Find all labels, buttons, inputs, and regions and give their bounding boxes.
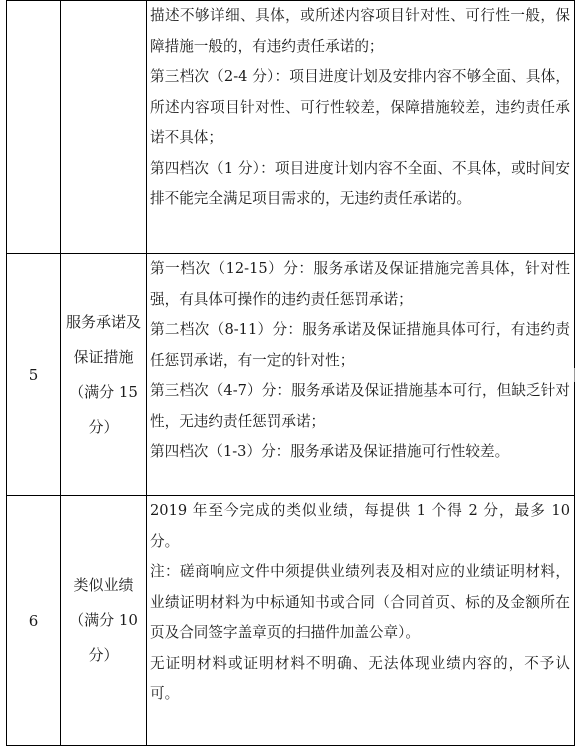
table-row: [7, 496, 575, 746]
criteria-line: 第四档次（1-3）分：服务承诺及保证措施可行性较差。: [150, 443, 510, 460]
criteria-cell: [147, 254, 575, 496]
page-edge-mark: [574, 368, 575, 382]
criteria-line: 第二档次（8-11）分：服务承诺及保证措施具体可行，有违约责任惩罚承诺，有一定的针对性；: [150, 321, 570, 369]
criteria-line: 2019 年至今完成的类似业绩，每提供 1 个得 2 分，最多 10 分。: [150, 502, 570, 550]
item-name-cell: 类似业绩（满分 10 分）: [61, 496, 147, 746]
row-number-cell: [7, 1, 61, 254]
criteria-cell: [147, 1, 575, 254]
row-number-cell: 6: [7, 496, 61, 746]
table-row: [7, 1, 575, 254]
criteria-line: 注：磋商响应文件中须提供业绩列表及相对应的业绩证明材料，业绩证明材料为中标通知书或合同（合同首页、标的及金额所在页及合同签字盖章页的扫描件加盖公章）。: [150, 563, 570, 641]
item-name-cell: [61, 1, 147, 254]
scoring-table: [6, 0, 575, 746]
criteria-line: 描述不够详细、具体，或所述内容项目针对性、可行性一般，保障措施一般的，有违约责任承诺的；: [150, 7, 570, 55]
item-name-cell: 服务承诺及保证措施（满分 15 分）: [61, 254, 147, 496]
table-row: [7, 254, 575, 496]
criteria-line: 第三档次（4-7）分：服务承诺及保证措施基本可行，但缺乏针对性，无违约责任惩罚承诺；: [150, 382, 570, 430]
criteria-cell: [147, 496, 575, 746]
criteria-line: 第三档次（2-4 分）：项目进度计划及安排内容不够全面、具体，所述内容项目针对性、可行性较差，保障措施较差，违约责任承诺不具体；: [150, 68, 570, 146]
criteria-line: 第一档次（12-15）分：服务承诺及保证措施完善具体，针对性强，有具体可操作的违约责任惩罚承诺；: [150, 260, 570, 308]
criteria-line: 无证明材料或证明材料不明确、无法体现业绩内容的，不予认可。: [150, 654, 570, 702]
row-number-cell: 5: [7, 254, 61, 496]
criteria-line: 第四档次（1 分）：项目进度计划内容不全面、不具体，或时间安排不能完全满足项目需求的，无违约责任承诺的。: [150, 159, 570, 207]
